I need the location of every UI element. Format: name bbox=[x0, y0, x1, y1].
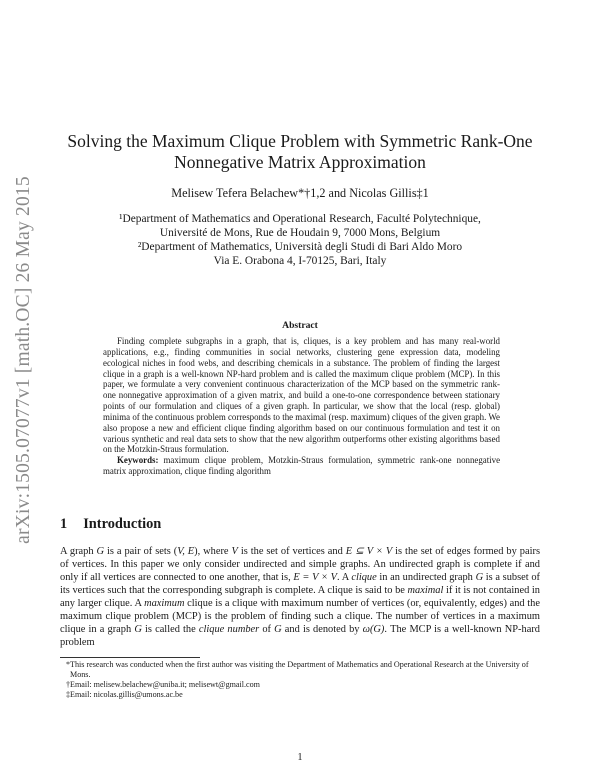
footnotes bbox=[60, 660, 540, 700]
text-run: . A bbox=[337, 572, 352, 584]
paper-title bbox=[55, 131, 545, 173]
section-number: 1 bbox=[60, 516, 68, 532]
affiliation-line: ¹Department of Mathematics and Operational Research, Faculté Polytechnique, bbox=[119, 213, 481, 225]
emphasis-run: maximal bbox=[407, 585, 444, 597]
affiliation-line: Université de Mons, Rue de Houdain 9, 7000 Mons, Belgium bbox=[159, 227, 441, 239]
math-run: ω(G) bbox=[362, 624, 385, 636]
math-run: V, E bbox=[177, 546, 195, 557]
keywords-label: Keywords: bbox=[117, 455, 159, 466]
authors-line: Melisew Tefera Belachew*†1,2 and Nicolas Gillis‡1 bbox=[171, 186, 429, 200]
math-run: G bbox=[96, 546, 105, 557]
text-run: is a pair of sets ( bbox=[104, 546, 178, 557]
abstract-paragraph: Finding complete subgraphs in a graph, that is, cliques, is a key problem and has many real-world applications, e.g., finding communities in social networks, clustering gene expression data, modeling ecological niches in food webs, and describing chemicals in a substance. The problem of finding the largest clique in a graph is a well-known NP-hard problem and is called the maximum clique problem (MCP). In this paper, we formulate a very convenient continuous characterization of the MCP based on the symmetric rank-one nonnegative approximation of a given matrix, and build a one-to-one correspondence between stationary points of our formulation and cliques of a given graph. In particular, we show that the local (resp. global) minima of the continuous problem corresponds to the maximal (resp. maximum) cliques of the given graph. We also propose a new and efficient clique finding algorithm based on our continuous formulation and test it on various synthetic and real data sets to show that the new algorithm outperforms other existing algorithms based on the Motzkin-Straus formulation. bbox=[103, 336, 500, 455]
abstract-body bbox=[103, 336, 500, 477]
text-run: clique is a clique with maximum number of vertices (or, equivalently, edges) and the maximum clique problem (MCP) is the problem of finding such a clique. The number of vertices in a maximum clique in a graph bbox=[60, 598, 540, 636]
arxiv-id-text: arXiv:1505.07077v1 [math.OC] 26 May 2015 bbox=[13, 176, 34, 544]
text-run: . The MCP is a well-known NP-hard problem bbox=[60, 624, 540, 649]
text-run: and is denoted by bbox=[281, 624, 363, 636]
math-run: V bbox=[231, 546, 238, 557]
keywords-text: maximum clique problem, Motzkin-Straus formulation, symmetric rank-one nonnegative matrix approximation, clique finding algorithm bbox=[103, 455, 501, 477]
text-run: A graph bbox=[60, 546, 97, 557]
text-run: if it is not contained in any larger clique. A bbox=[60, 585, 541, 610]
text-run: is called the bbox=[141, 624, 199, 636]
math-run: E = V × V bbox=[293, 572, 338, 584]
title-line-1: Solving the Maximum Clique Problem with Symmetric Rank-One bbox=[67, 131, 533, 151]
affiliation-line: Via E. Orabona 4, I-70125, Bari, Italy bbox=[213, 255, 387, 267]
math-run: G bbox=[475, 572, 484, 584]
text-run: in an undirected graph bbox=[376, 572, 476, 584]
section-heading bbox=[60, 516, 161, 533]
introduction-paragraph bbox=[60, 545, 540, 649]
arxiv-identifier-stamp bbox=[6, 160, 42, 560]
text-run: is the set of edges formed by pairs of vertices. In this paper we only consider undirected and simple graphs. An undirected graph is complete if and only if all vertices are connected to one another, that is, bbox=[60, 546, 540, 584]
introduction-body bbox=[60, 545, 540, 649]
math-run: E ⊆ V × V bbox=[345, 546, 393, 557]
affiliations bbox=[55, 212, 545, 268]
footnote: †Email: melisew.belachew@uniba.it; melisewt@gmail.com bbox=[66, 680, 260, 689]
footnote: ‡Email: nicolas.gillis@umons.ac.be bbox=[66, 690, 183, 699]
section-title: Introduction bbox=[83, 516, 162, 532]
abstract-heading: Abstract bbox=[282, 320, 318, 331]
emphasis-run: clique number bbox=[198, 624, 260, 636]
math-run: G bbox=[274, 624, 282, 636]
emphasis-run: maximum bbox=[144, 598, 185, 610]
affiliation-line: ²Department of Mathematics, Università degli Studi di Bari Aldo Moro bbox=[137, 241, 463, 253]
footnote-divider bbox=[60, 657, 200, 658]
text-run: is a subset of its vertices such that the corresponding subgraph is complete. A clique is said to be bbox=[60, 572, 540, 597]
text-run: of bbox=[259, 624, 275, 636]
title-line-2: Nonnegative Matrix Approximation bbox=[174, 152, 426, 172]
page-number: 1 bbox=[297, 752, 303, 763]
math-run: G bbox=[134, 624, 142, 636]
text-run: ), where bbox=[194, 546, 232, 557]
keywords-paragraph bbox=[103, 455, 500, 477]
footnote: *This research was conducted when the first author was visiting the Department of Mathematics and Operational Research at the University of Mons. bbox=[66, 660, 529, 679]
emphasis-run: clique bbox=[351, 572, 377, 584]
text-run: is the set of vertices and bbox=[237, 546, 346, 557]
